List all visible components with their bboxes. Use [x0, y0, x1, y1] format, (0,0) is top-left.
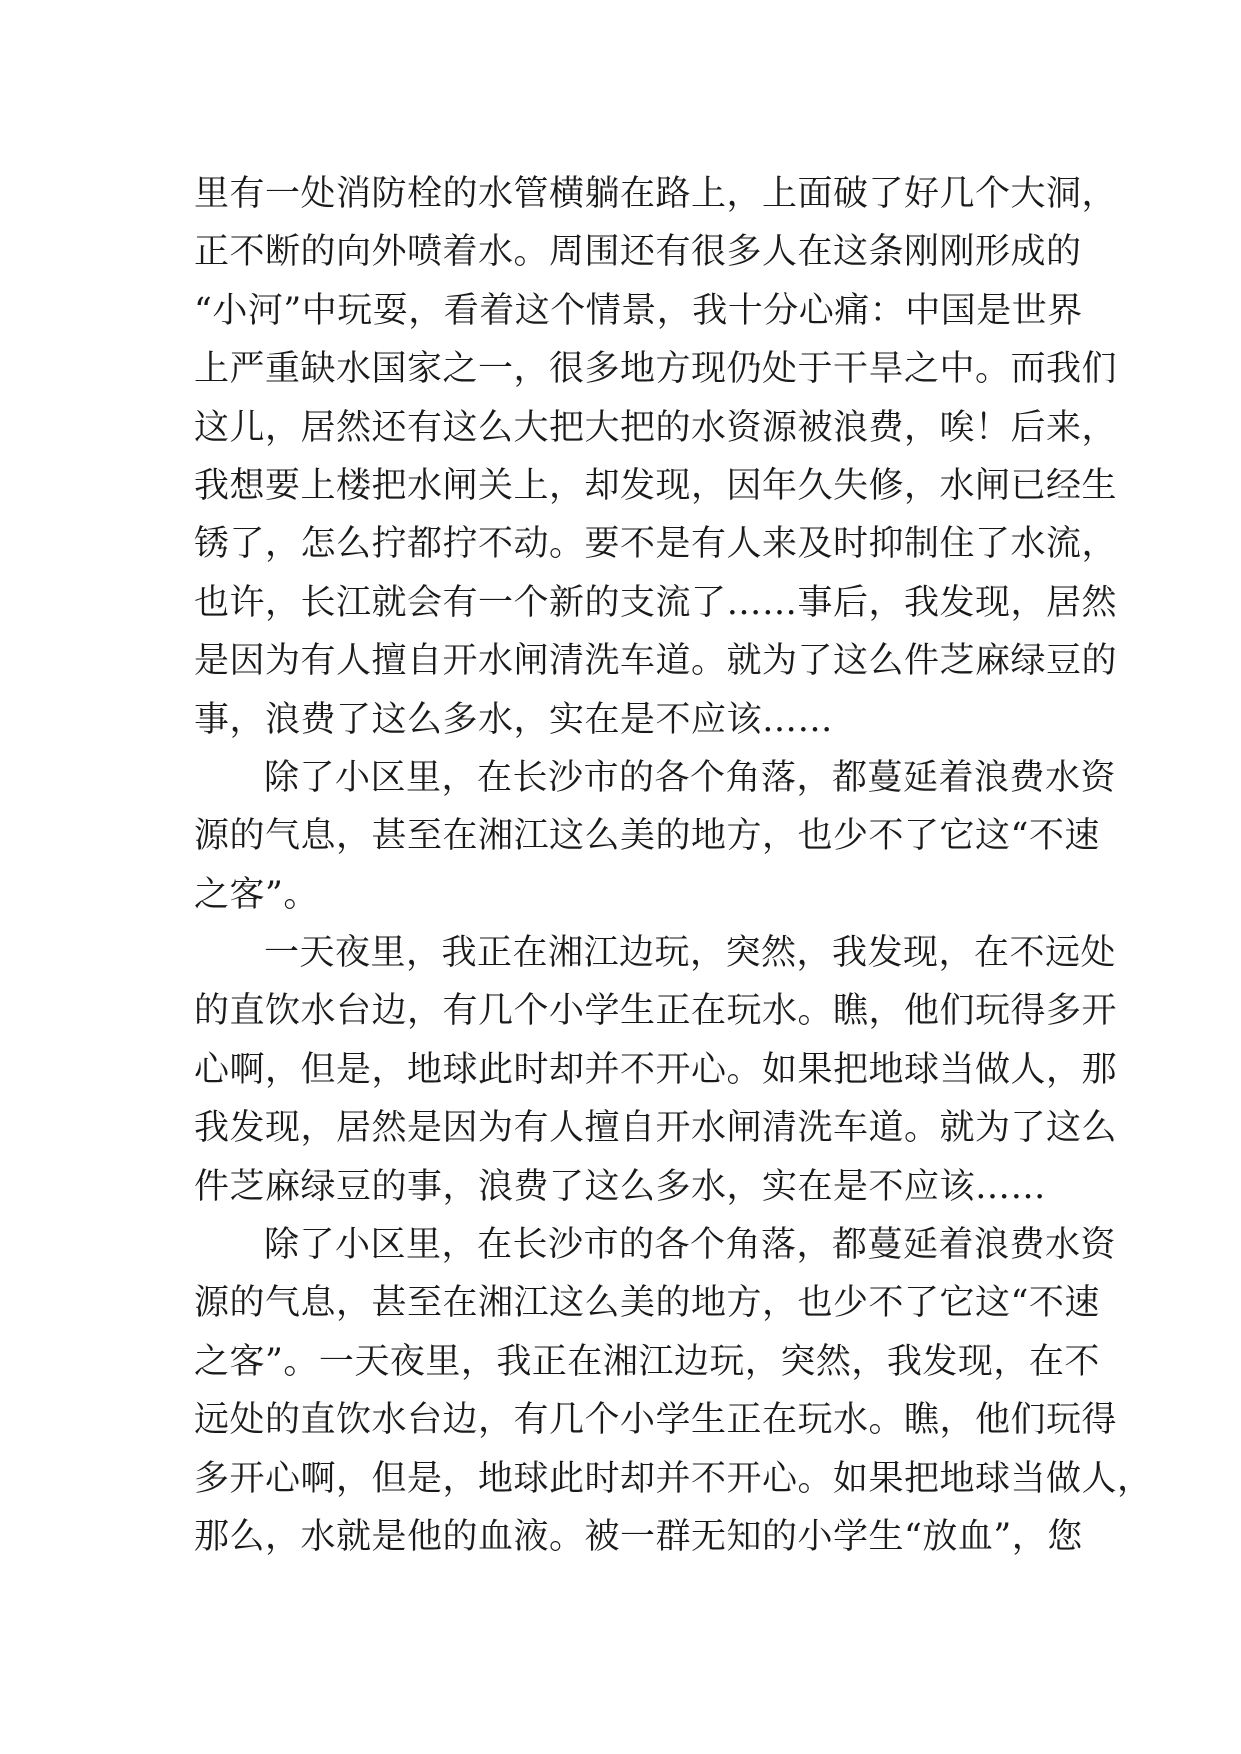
text-line-22: 远处的直饮水台边，有几个小学生正在玩水。瞧，他们玩得 [194, 1400, 1118, 1441]
text-line-11: 除了小区里，在长沙市的各个角落，都蔓延着浪费水资 [264, 757, 1117, 798]
text-line-9: 是因为有人擅自开水闸清洗车道。就为了这么件芝麻绿豆的 [194, 641, 1118, 682]
text-line-23: 多开心啊，但是，地球此时却并不开心。如果把地球当做人， [194, 1458, 1153, 1499]
text-line-7: 锈了，怎么拧都拧不动。要不是有人来及时抑制住了水流， [194, 524, 1118, 565]
text-line-8: 也许，长江就会有一个新的支流了……事后，我发现，居然 [194, 582, 1118, 623]
text-line-14: 一天夜里，我正在湘江边玩，突然，我发现，在不远处 [264, 933, 1117, 974]
text-line-13: 之客”。 [194, 874, 319, 915]
text-line-2: 正不断的向外喷着水。周围还有很多人在这条刚刚形成的 [194, 232, 1082, 273]
text-line-16: 心啊，但是，地球此时却并不开心。如果把地球当做人，那 [194, 1049, 1118, 1090]
text-line-12: 源的气息，甚至在湘江这么美的地方，也少不了它这“不速 [194, 816, 1100, 857]
text-line-21: 之客”。一天夜里，我正在湘江边玩，突然，我发现，在不 [194, 1341, 1100, 1382]
text-line-6: 我想要上楼把水闸关上，却发现，因年久失修，水闸已经生 [194, 465, 1118, 506]
text-line-20: 源的气息，甚至在湘江这么美的地方，也少不了它这“不速 [194, 1283, 1100, 1324]
text-line-24: 那么，水就是他的血液。被一群无知的小学生“放血”，您 [194, 1516, 1083, 1557]
text-line-4: 上严重缺水国家之一，很多地方现仍处于干旱之中。而我们 [194, 349, 1118, 390]
document-body [194, 165, 1153, 1566]
text-line-17: 我发现，居然是因为有人擅自开水闸清洗车道。就为了这么 [194, 1108, 1118, 1149]
text-line-1: 里有一处消防栓的水管横躺在路上，上面破了好几个大洞， [194, 174, 1118, 214]
text-line-10: 事，浪费了这么多水，实在是不应该…… [194, 699, 834, 740]
text-line-18: 件芝麻绿豆的事，浪费了这么多水，实在是不应该…… [194, 1166, 1047, 1207]
text-line-5: 这儿，居然还有这么大把大把的水资源被浪费，唉！后来， [194, 407, 1118, 448]
text-line-15: 的直饮水台边，有几个小学生正在玩水。瞧，他们玩得多开 [194, 991, 1118, 1032]
text-line-19: 除了小区里，在长沙市的各个角落，都蔓延着浪费水资 [264, 1225, 1117, 1266]
text-line-3: “小河”中玩耍，看着这个情景，我十分心痛：中国是世界 [194, 290, 1083, 331]
